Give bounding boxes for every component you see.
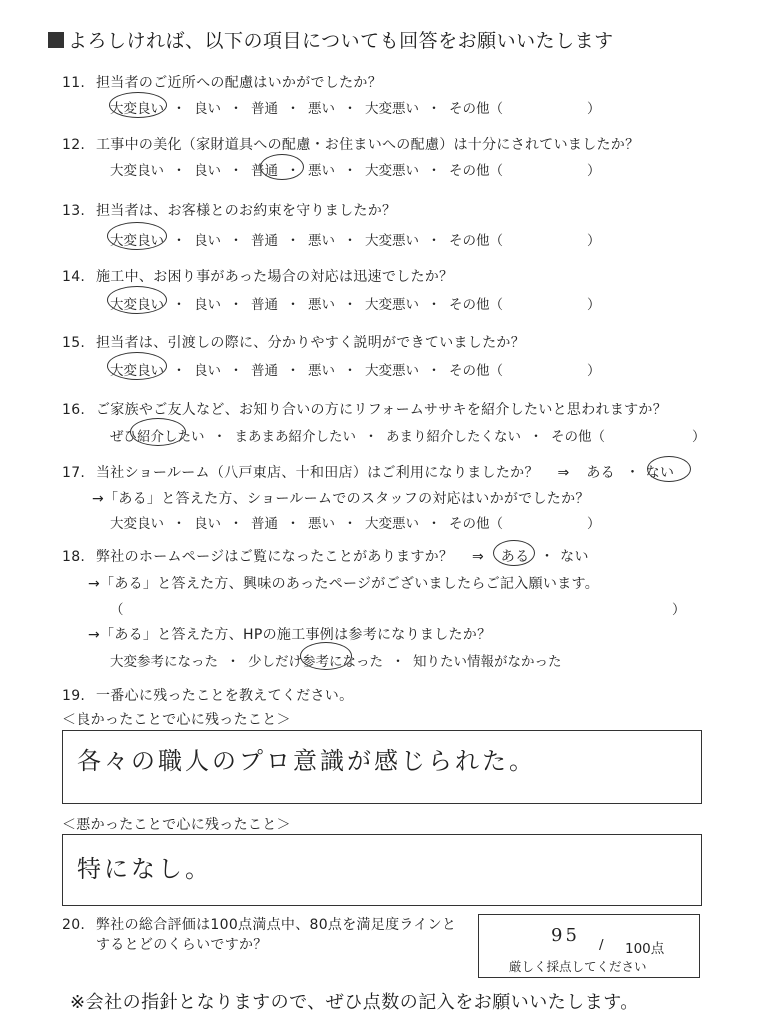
separator-dot: ・ xyxy=(229,297,243,313)
rating-option: 大変悪い xyxy=(365,516,419,532)
rating-option: 普通 xyxy=(251,297,278,313)
separator-dot: ・ xyxy=(229,101,243,117)
separator-dot: ・ xyxy=(427,233,441,249)
separator-dot: ・ xyxy=(286,516,300,532)
separator-dot: ・ xyxy=(427,101,441,117)
separator-dot: ・ xyxy=(172,163,186,179)
separator-dot: ・ xyxy=(229,163,243,179)
separator-dot: ・ xyxy=(172,297,186,313)
close-paren: ） xyxy=(587,101,601,117)
question-17: 17. 当社ショールーム（八戸東店、十和田店）はご利用になりましたか？ ⇒ ある ・ ない xyxy=(62,465,675,481)
good-answer-box xyxy=(62,730,702,804)
question-16: 16. ご家族やご友人など、お知り合いの方にリフォームササキを紹介したいと思われますか？ xyxy=(62,402,668,418)
rating-option: 大変良い xyxy=(110,163,164,179)
rating-row-18: 大変参考になった ・ 少しだけ参考になった ・ 知りたい情報がなかった xyxy=(110,654,562,670)
rating-option: 普通 xyxy=(251,101,278,117)
page-title xyxy=(48,26,614,53)
rating-option: 悪い xyxy=(308,363,335,379)
rating-option: 大変良い xyxy=(110,516,164,532)
separator-dot: ・ xyxy=(229,363,243,379)
rating-option: 普通 xyxy=(251,163,278,179)
rating-option: 良い xyxy=(194,163,221,179)
separator-dot: ・ xyxy=(427,363,441,379)
selection-circle-18 xyxy=(493,540,535,566)
score-slash: / xyxy=(599,937,604,953)
separator-dot: ・ xyxy=(427,516,441,532)
separator-dot: ・ xyxy=(286,163,300,179)
followup-18-2: →「ある」と答えた方、HPの施工事例は参考になりましたか？ xyxy=(88,627,492,643)
separator-dot: ・ xyxy=(343,233,357,249)
rating-option: 良い xyxy=(194,297,221,313)
rating-option: 悪い xyxy=(308,233,335,249)
score-note: 厳しく採点してください xyxy=(509,959,647,974)
rating-option: 悪い xyxy=(308,516,335,532)
score-value: 95 xyxy=(551,925,580,946)
rating-option: その他（ xyxy=(449,163,503,179)
selection-circle-11 xyxy=(109,92,167,118)
rating-option: 大変良い xyxy=(110,363,164,379)
score-box xyxy=(478,914,700,978)
question-20: 20. 弊社の総合評価は100点満点中、80点を満足度ラインと xyxy=(62,917,457,933)
rating-option: その他（ xyxy=(449,233,503,249)
separator-dot: ・ xyxy=(286,363,300,379)
bad-answer-box xyxy=(62,834,702,906)
square-bullet-icon xyxy=(48,32,64,48)
selection-circle-15 xyxy=(107,352,167,380)
rating-row-15 xyxy=(110,359,601,379)
close-paren: ） xyxy=(587,363,601,379)
rating-option: 悪い xyxy=(308,297,335,313)
rating-row-12 xyxy=(110,159,601,179)
separator-dot: ・ xyxy=(343,163,357,179)
selection-circle-16 xyxy=(130,418,186,446)
close-paren: ） xyxy=(587,233,601,249)
close-paren: ） xyxy=(587,516,601,532)
question-11: 11. 担当者のご近所への配慮はいかがでしたか？ xyxy=(62,75,382,91)
open-paren-18: （ xyxy=(110,602,124,618)
good-label: ＜良かったことで心に残ったこと＞ xyxy=(62,712,291,728)
selection-circle-14 xyxy=(107,286,167,314)
separator-dot: ・ xyxy=(286,101,300,117)
rating-row-11 xyxy=(110,97,601,117)
rating-row-13 xyxy=(110,229,601,249)
question-14: 14. 施工中、お困り事があった場合の対応は迅速でしたか？ xyxy=(62,269,454,285)
selection-circle-17 xyxy=(647,456,691,482)
question-19: 19. 一番心に残ったことを教えてください。 xyxy=(62,688,354,704)
rating-option: 普通 xyxy=(251,516,278,532)
separator-dot: ・ xyxy=(343,101,357,117)
separator-dot: ・ xyxy=(286,297,300,313)
rating-option: 悪い xyxy=(308,163,335,179)
rating-row-17 xyxy=(110,512,601,532)
separator-dot: ・ xyxy=(172,363,186,379)
selection-circle-12 xyxy=(260,154,304,180)
bad-answer-text: 特になし。 xyxy=(77,855,212,883)
score-max: 100点 xyxy=(625,941,665,957)
separator-dot: ・ xyxy=(343,516,357,532)
separator-dot: ・ xyxy=(172,101,186,117)
rating-option: その他（ xyxy=(449,101,503,117)
close-paren: ） xyxy=(587,297,601,313)
rating-option: 大変良い xyxy=(110,233,164,249)
rating-option: その他（ xyxy=(449,363,503,379)
rating-option: 大変悪い xyxy=(365,233,419,249)
separator-dot: ・ xyxy=(229,233,243,249)
rating-option: 大変良い xyxy=(110,101,164,117)
footer-note: ※会社の指針となりますので、ぜひ点数の記入をお願いいたします。 xyxy=(70,992,639,1013)
page-title-text: よろしければ、以下の項目についても回答をお願いいたします xyxy=(68,30,614,52)
selection-circle-18b xyxy=(300,642,352,670)
separator-dot: ・ xyxy=(343,297,357,313)
rating-option: 大変悪い xyxy=(365,363,419,379)
close-paren-16: ） xyxy=(692,429,706,445)
rating-row-16: ぜひ紹介したい ・ まあまあ紹介したい ・ あまり紹介したくない ・ その他（ xyxy=(110,429,605,445)
question-15: 15. 担当者は、引渡しの際に、分かりやすく説明ができていましたか？ xyxy=(62,335,525,351)
separator-dot: ・ xyxy=(229,516,243,532)
rating-option: 良い xyxy=(194,233,221,249)
rating-option: 大変悪い xyxy=(365,297,419,313)
question-13: 13. 担当者は、お客様とのお約束を守りましたか？ xyxy=(62,203,397,219)
separator-dot: ・ xyxy=(172,516,186,532)
rating-option: 良い xyxy=(194,363,221,379)
close-paren: ） xyxy=(587,163,601,179)
rating-option: 良い xyxy=(194,516,221,532)
followup-17: →「ある」と答えた方、ショールームでのスタッフの対応はいかがでしたか？ xyxy=(92,491,590,507)
separator-dot: ・ xyxy=(343,363,357,379)
separator-dot: ・ xyxy=(286,233,300,249)
rating-option: 大変悪い xyxy=(365,163,419,179)
question-18: 18. 弊社のホームページはご覧になったことがありますか？ ⇒ ある ・ ない xyxy=(62,549,589,565)
separator-dot: ・ xyxy=(172,233,186,249)
separator-dot: ・ xyxy=(427,297,441,313)
followup-18-1: →「ある」と答えた方、興味のあったページがございましたらご記入願います。 xyxy=(88,576,599,592)
question-12: 12. 工事中の美化（家財道具への配慮・お住まいへの配慮）は十分にされていましたか？ xyxy=(62,137,640,153)
rating-row-14 xyxy=(110,293,601,313)
separator-dot: ・ xyxy=(427,163,441,179)
rating-option: 大変悪い xyxy=(365,101,419,117)
rating-option: 普通 xyxy=(251,233,278,249)
rating-option: 良い xyxy=(194,101,221,117)
bad-label: ＜悪かったことで心に残ったこと＞ xyxy=(62,817,291,833)
good-answer-text: 各々の職人のプロ意識が感じられた。 xyxy=(77,747,536,775)
selection-circle-13 xyxy=(107,222,167,250)
rating-option: 普通 xyxy=(251,363,278,379)
rating-option: 悪い xyxy=(308,101,335,117)
question-20-line2: するとどのくらいですか？ xyxy=(96,937,268,953)
rating-option: 大変良い xyxy=(110,297,164,313)
close-paren-18: ） xyxy=(672,602,686,618)
rating-option: その他（ xyxy=(449,516,503,532)
rating-option: その他（ xyxy=(449,297,503,313)
